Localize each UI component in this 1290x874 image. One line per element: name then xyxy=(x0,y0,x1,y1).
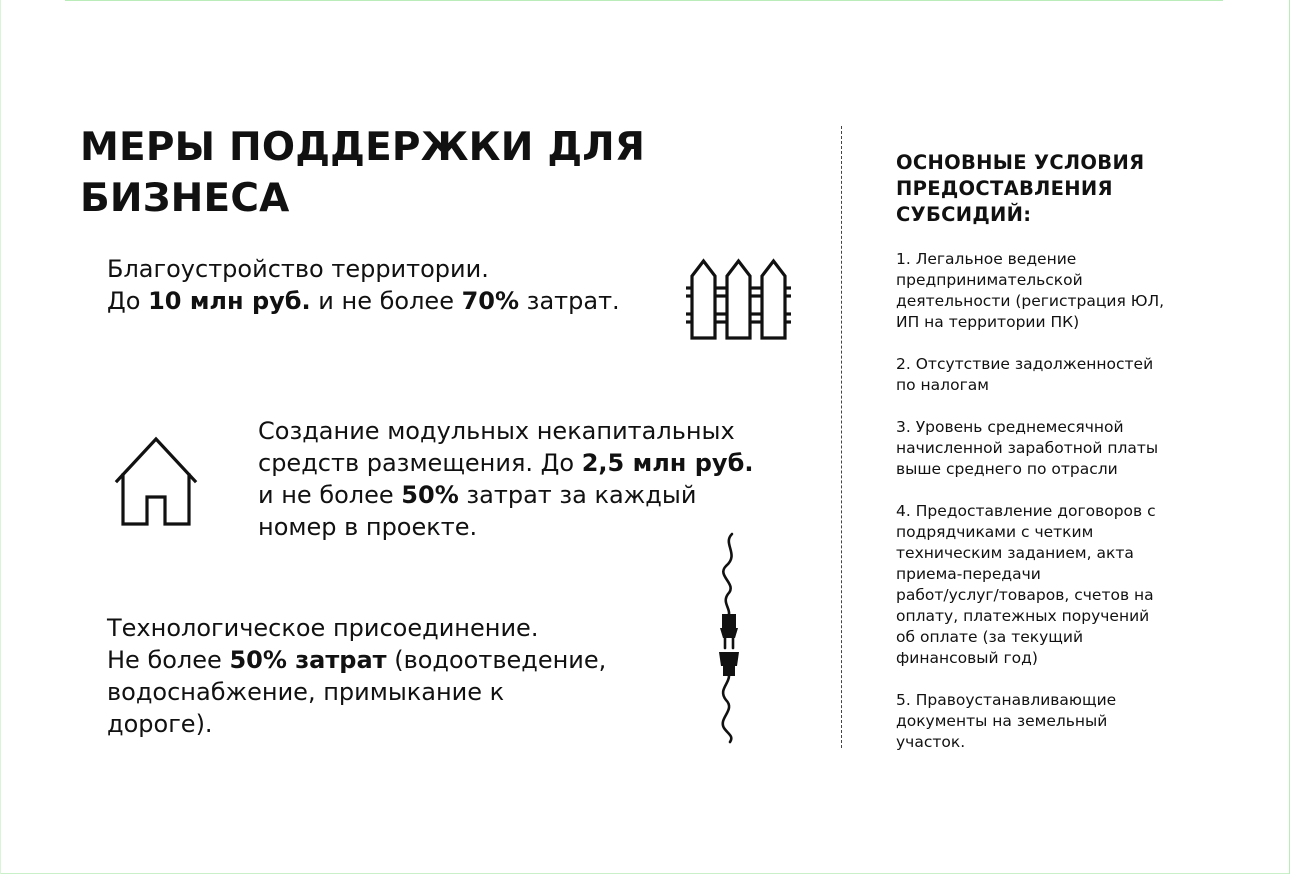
measure-text-line xyxy=(107,710,213,738)
condition-line: по налогам xyxy=(896,376,989,394)
condition-item xyxy=(896,690,1226,753)
condition-line: оплату, платежных поручений xyxy=(896,607,1150,625)
measure-text: номер в проекте. xyxy=(258,513,478,541)
measure-modular-accommodation xyxy=(258,415,818,543)
measure-text: Не более xyxy=(107,646,230,674)
measure-text-line xyxy=(258,449,753,477)
measure-text-line xyxy=(258,417,735,445)
measure-text-line xyxy=(107,678,504,706)
condition-line: работ/услуг/товаров, счетов на xyxy=(896,586,1154,604)
emphasis-text: 70% xyxy=(461,287,520,315)
condition-line: 4. Предоставление договоров с xyxy=(896,502,1156,520)
vertical-dashed-divider xyxy=(841,126,842,748)
condition-line: 5. Правоустанавливающие xyxy=(896,691,1117,709)
measure-landscaping xyxy=(107,253,667,317)
condition-line: 2. Отсутствие задолженностей xyxy=(896,355,1154,373)
measure-text-line xyxy=(107,287,620,315)
measure-text: средств размещения. До xyxy=(258,449,582,477)
condition-item xyxy=(896,249,1226,333)
condition-line: приема-передачи xyxy=(896,565,1041,583)
measure-text: Благоустройство территории. xyxy=(107,255,489,283)
measure-tech-connection xyxy=(107,612,687,740)
house-icon xyxy=(113,435,199,527)
measure-text: До xyxy=(107,287,149,315)
condition-line: техническим заданием, акта xyxy=(896,544,1134,562)
condition-line: документы на земельный xyxy=(896,712,1108,730)
measure-text-line xyxy=(258,481,696,509)
page-title xyxy=(80,122,780,224)
condition-line: предпринимательской xyxy=(896,271,1083,289)
left-edge-line xyxy=(0,0,1,874)
fence-icon xyxy=(686,256,792,340)
emphasis-text: 50% затрат xyxy=(229,646,387,674)
top-edge-line xyxy=(65,0,1223,1)
condition-item xyxy=(896,354,1226,396)
conditions-title-line-3: СУБСИДИЙ: xyxy=(896,203,1032,226)
measure-text: Технологическое присоединение. xyxy=(107,614,539,642)
condition-line: финансовый год) xyxy=(896,649,1038,667)
conditions-title-line-1: ОСНОВНЫЕ УСЛОВИЯ xyxy=(896,151,1145,174)
measure-text: и не более xyxy=(310,287,462,315)
measure-text-line xyxy=(107,646,606,674)
title-line-1: МЕРЫ ПОДДЕРЖКИ ДЛЯ xyxy=(80,125,646,170)
condition-line: участок. xyxy=(896,733,966,751)
condition-line: ИП на территории ПК) xyxy=(896,313,1080,331)
measure-text-line xyxy=(107,255,489,283)
measure-text: и не более xyxy=(258,481,402,509)
emphasis-text: 2,5 млн руб. xyxy=(581,449,754,477)
condition-line: начисленной заработной платы xyxy=(896,439,1159,457)
measure-text: дороге). xyxy=(107,710,213,738)
emphasis-text: 50% xyxy=(401,481,459,509)
conditions-list xyxy=(896,249,1226,753)
conditions-title-line-2: ПРЕДОСТАВЛЕНИЯ xyxy=(896,177,1113,200)
emphasis-text: 10 млн руб. xyxy=(148,287,311,315)
measure-text: водоснабжение, примыкание к xyxy=(107,678,505,706)
condition-line: выше среднего по отрасли xyxy=(896,460,1118,478)
condition-item xyxy=(896,417,1226,480)
title-line-2: БИЗНЕСА xyxy=(80,176,290,221)
measure-text: затрат. xyxy=(519,287,620,315)
condition-line: подрядчиками с четким xyxy=(896,523,1094,541)
measure-text-line xyxy=(258,513,477,541)
condition-line: 1. Легальное ведение xyxy=(896,250,1077,268)
conditions-title xyxy=(896,150,1236,228)
condition-line: 3. Уровень среднемесячной xyxy=(896,418,1124,436)
condition-line: об оплате (за текущий xyxy=(896,628,1084,646)
measure-text: Создание модульных некапитальных xyxy=(258,417,735,445)
measure-text-line xyxy=(107,614,538,642)
measure-text: (водоотведение, xyxy=(386,646,607,674)
condition-item xyxy=(896,501,1226,669)
condition-line: деятельности (регистрация ЮЛ, xyxy=(896,292,1165,310)
measure-text: затрат за каждый xyxy=(458,481,697,509)
plug-icon xyxy=(710,532,748,744)
